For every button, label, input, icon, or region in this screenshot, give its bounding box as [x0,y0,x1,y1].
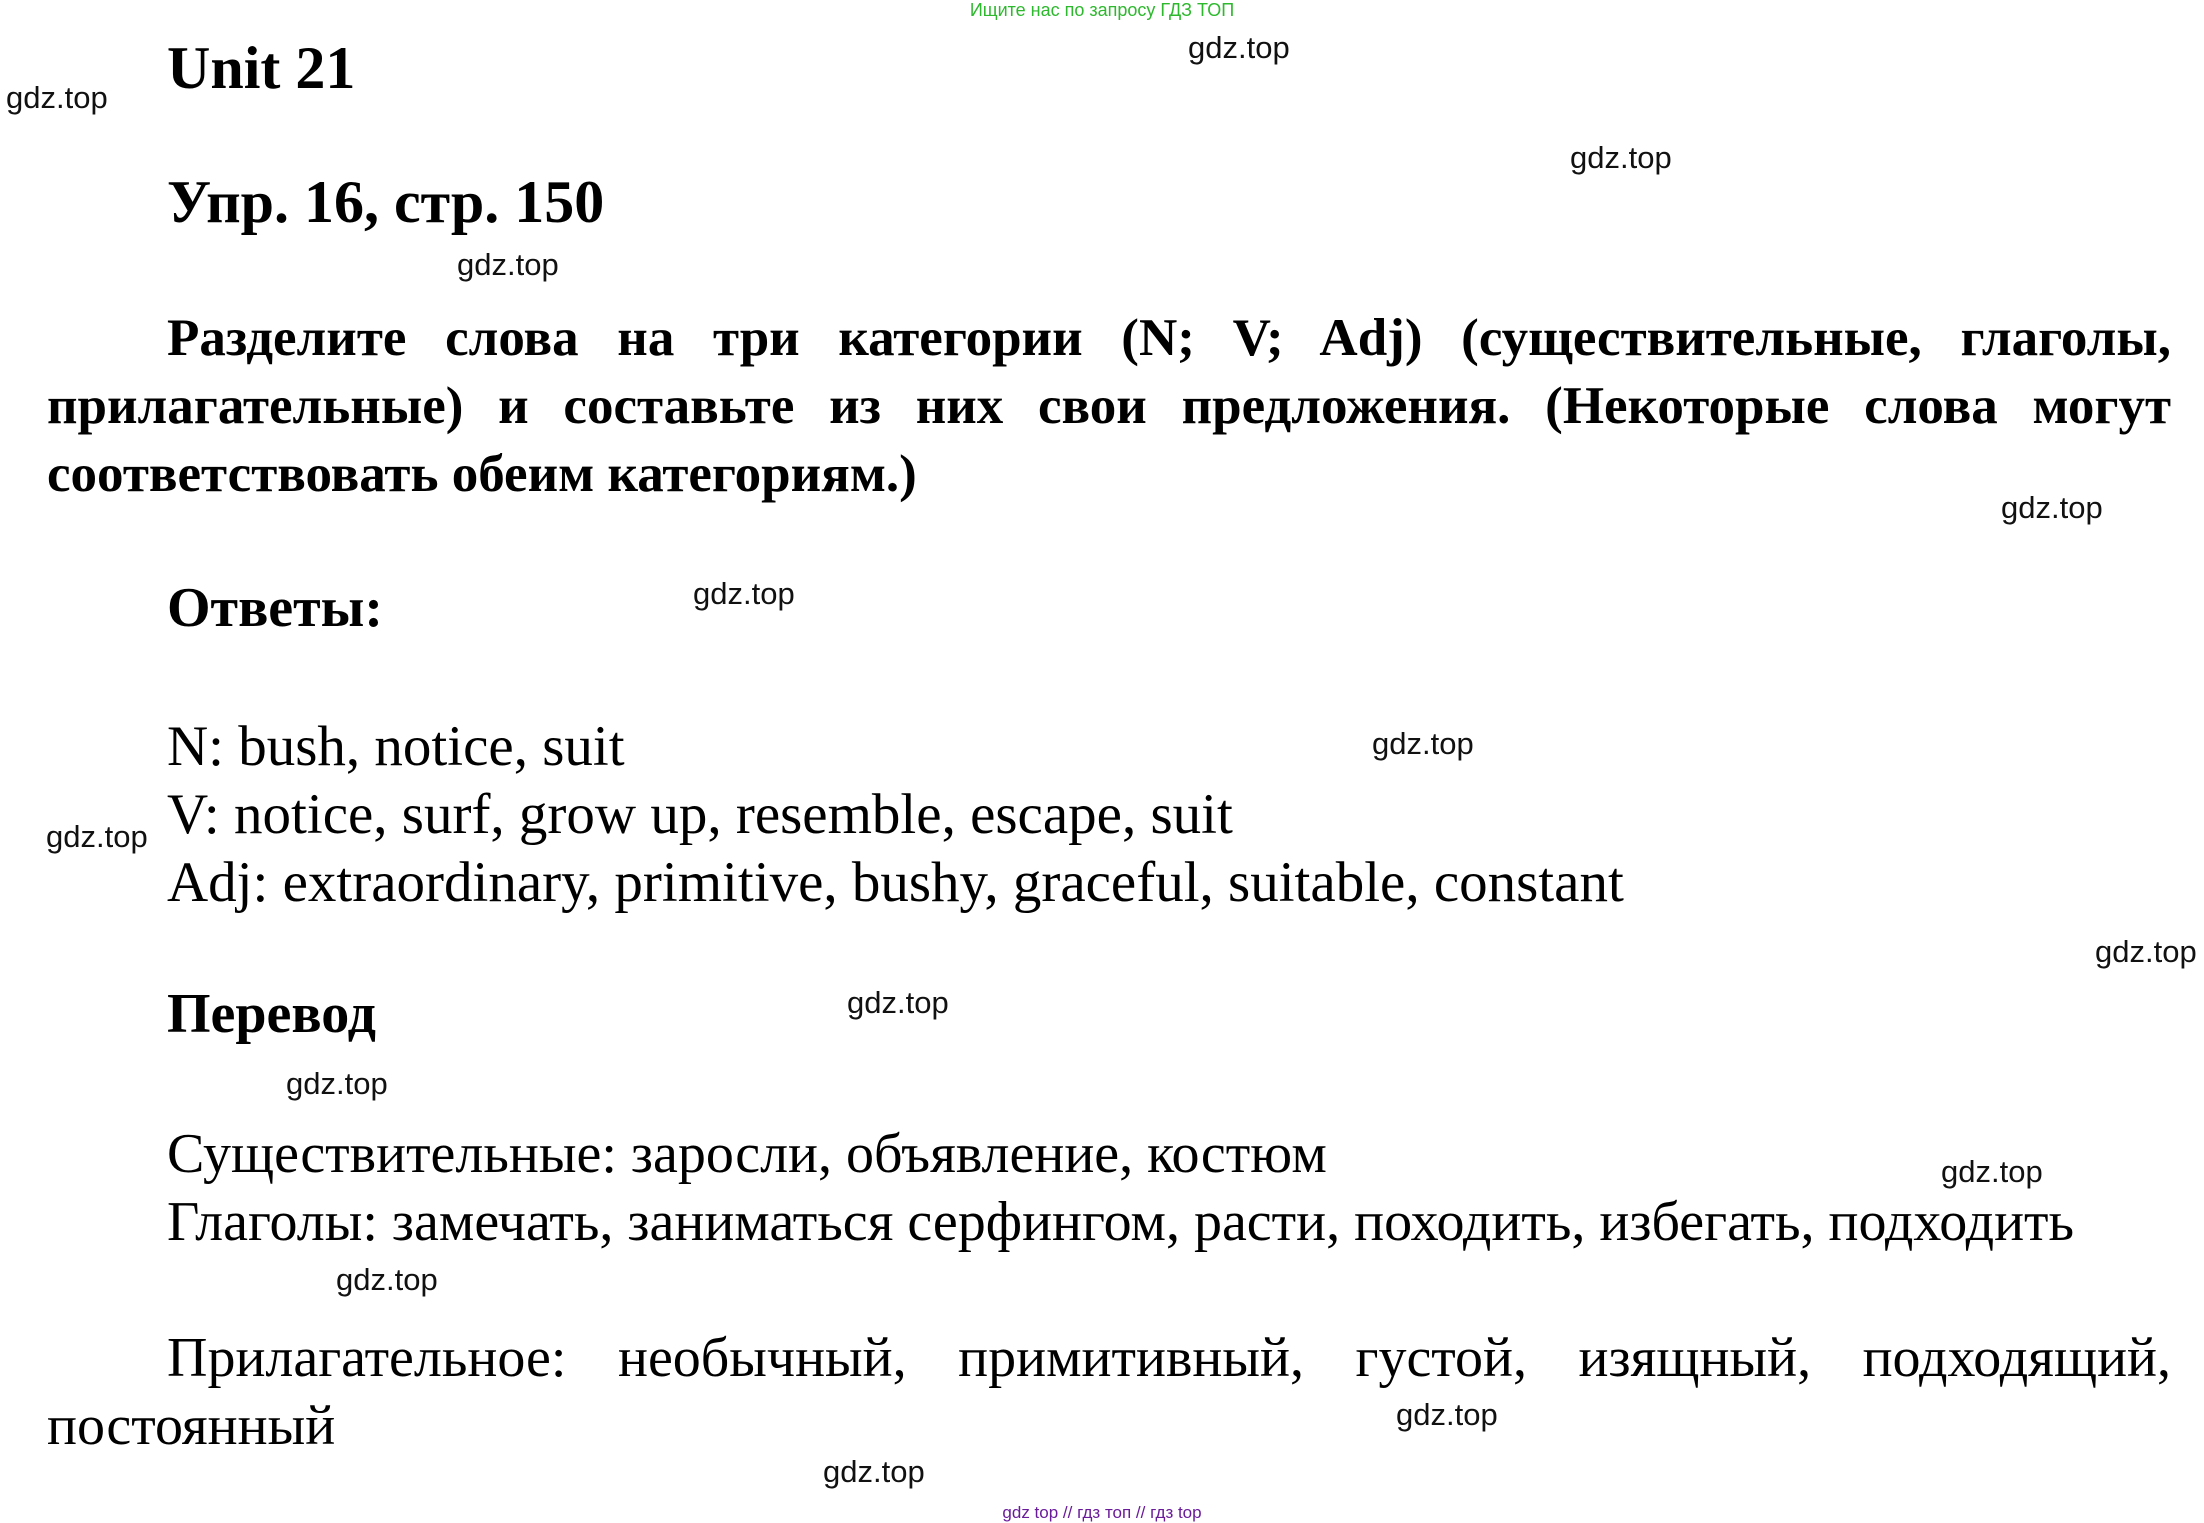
watermark: gdz.top [693,576,795,611]
watermark: gdz.top [1372,726,1474,761]
watermark: gdz.top [2095,934,2197,969]
watermark: gdz.top [847,985,949,1020]
watermark: gdz.top [823,1454,925,1489]
unit-title: Unit 21 [167,35,356,101]
task-text: Разделите слова на три категории (N; V; Adj) (существительные, глаголы, прилагательные) и составьте из них свои предложения. (Некоторые слова могут соответствовать обеим категориям.) [47,309,2171,503]
top-banner-link[interactable]: Ищите нас по запросу ГДЗ ТОП [969,0,1235,20]
translation-nouns: Существительные: заросли, объявление, костюм [167,1123,1327,1185]
watermark: gdz.top [457,247,559,282]
exercise-title: Упр. 16, стр. 150 [167,169,605,235]
watermark: gdz.top [1941,1154,2043,1189]
translation-adjectives: Прилагательное: необычный, примитивный, густой, изящный, подходящий, постоянный [47,1327,2171,1457]
watermark: gdz.top [336,1262,438,1297]
answer-nouns: N: bush, notice, suit [167,715,625,778]
watermark: gdz.top [1188,30,1290,65]
watermark: gdz.top [1396,1397,1498,1432]
footer-links[interactable]: gdz top // гдз топ // гдз top [1002,1503,1202,1522]
translation-heading: Перевод [167,983,376,1045]
translation-verbs: Глаголы: замечать, заниматься серфингом, расти, походить, избегать, подходить [167,1191,2075,1253]
watermark: gdz.top [1570,140,1672,175]
answers-heading: Ответы: [167,577,384,639]
answer-verbs: V: notice, surf, grow up, resemble, escape, suit [167,783,1233,846]
answer-adjectives: Adj: extraordinary, primitive, bushy, graceful, suitable, constant [167,851,1624,914]
watermark: gdz.top [46,819,148,854]
watermark: gdz.top [2001,490,2103,525]
watermark: gdz.top [286,1066,388,1101]
watermark: gdz.top [6,80,108,115]
